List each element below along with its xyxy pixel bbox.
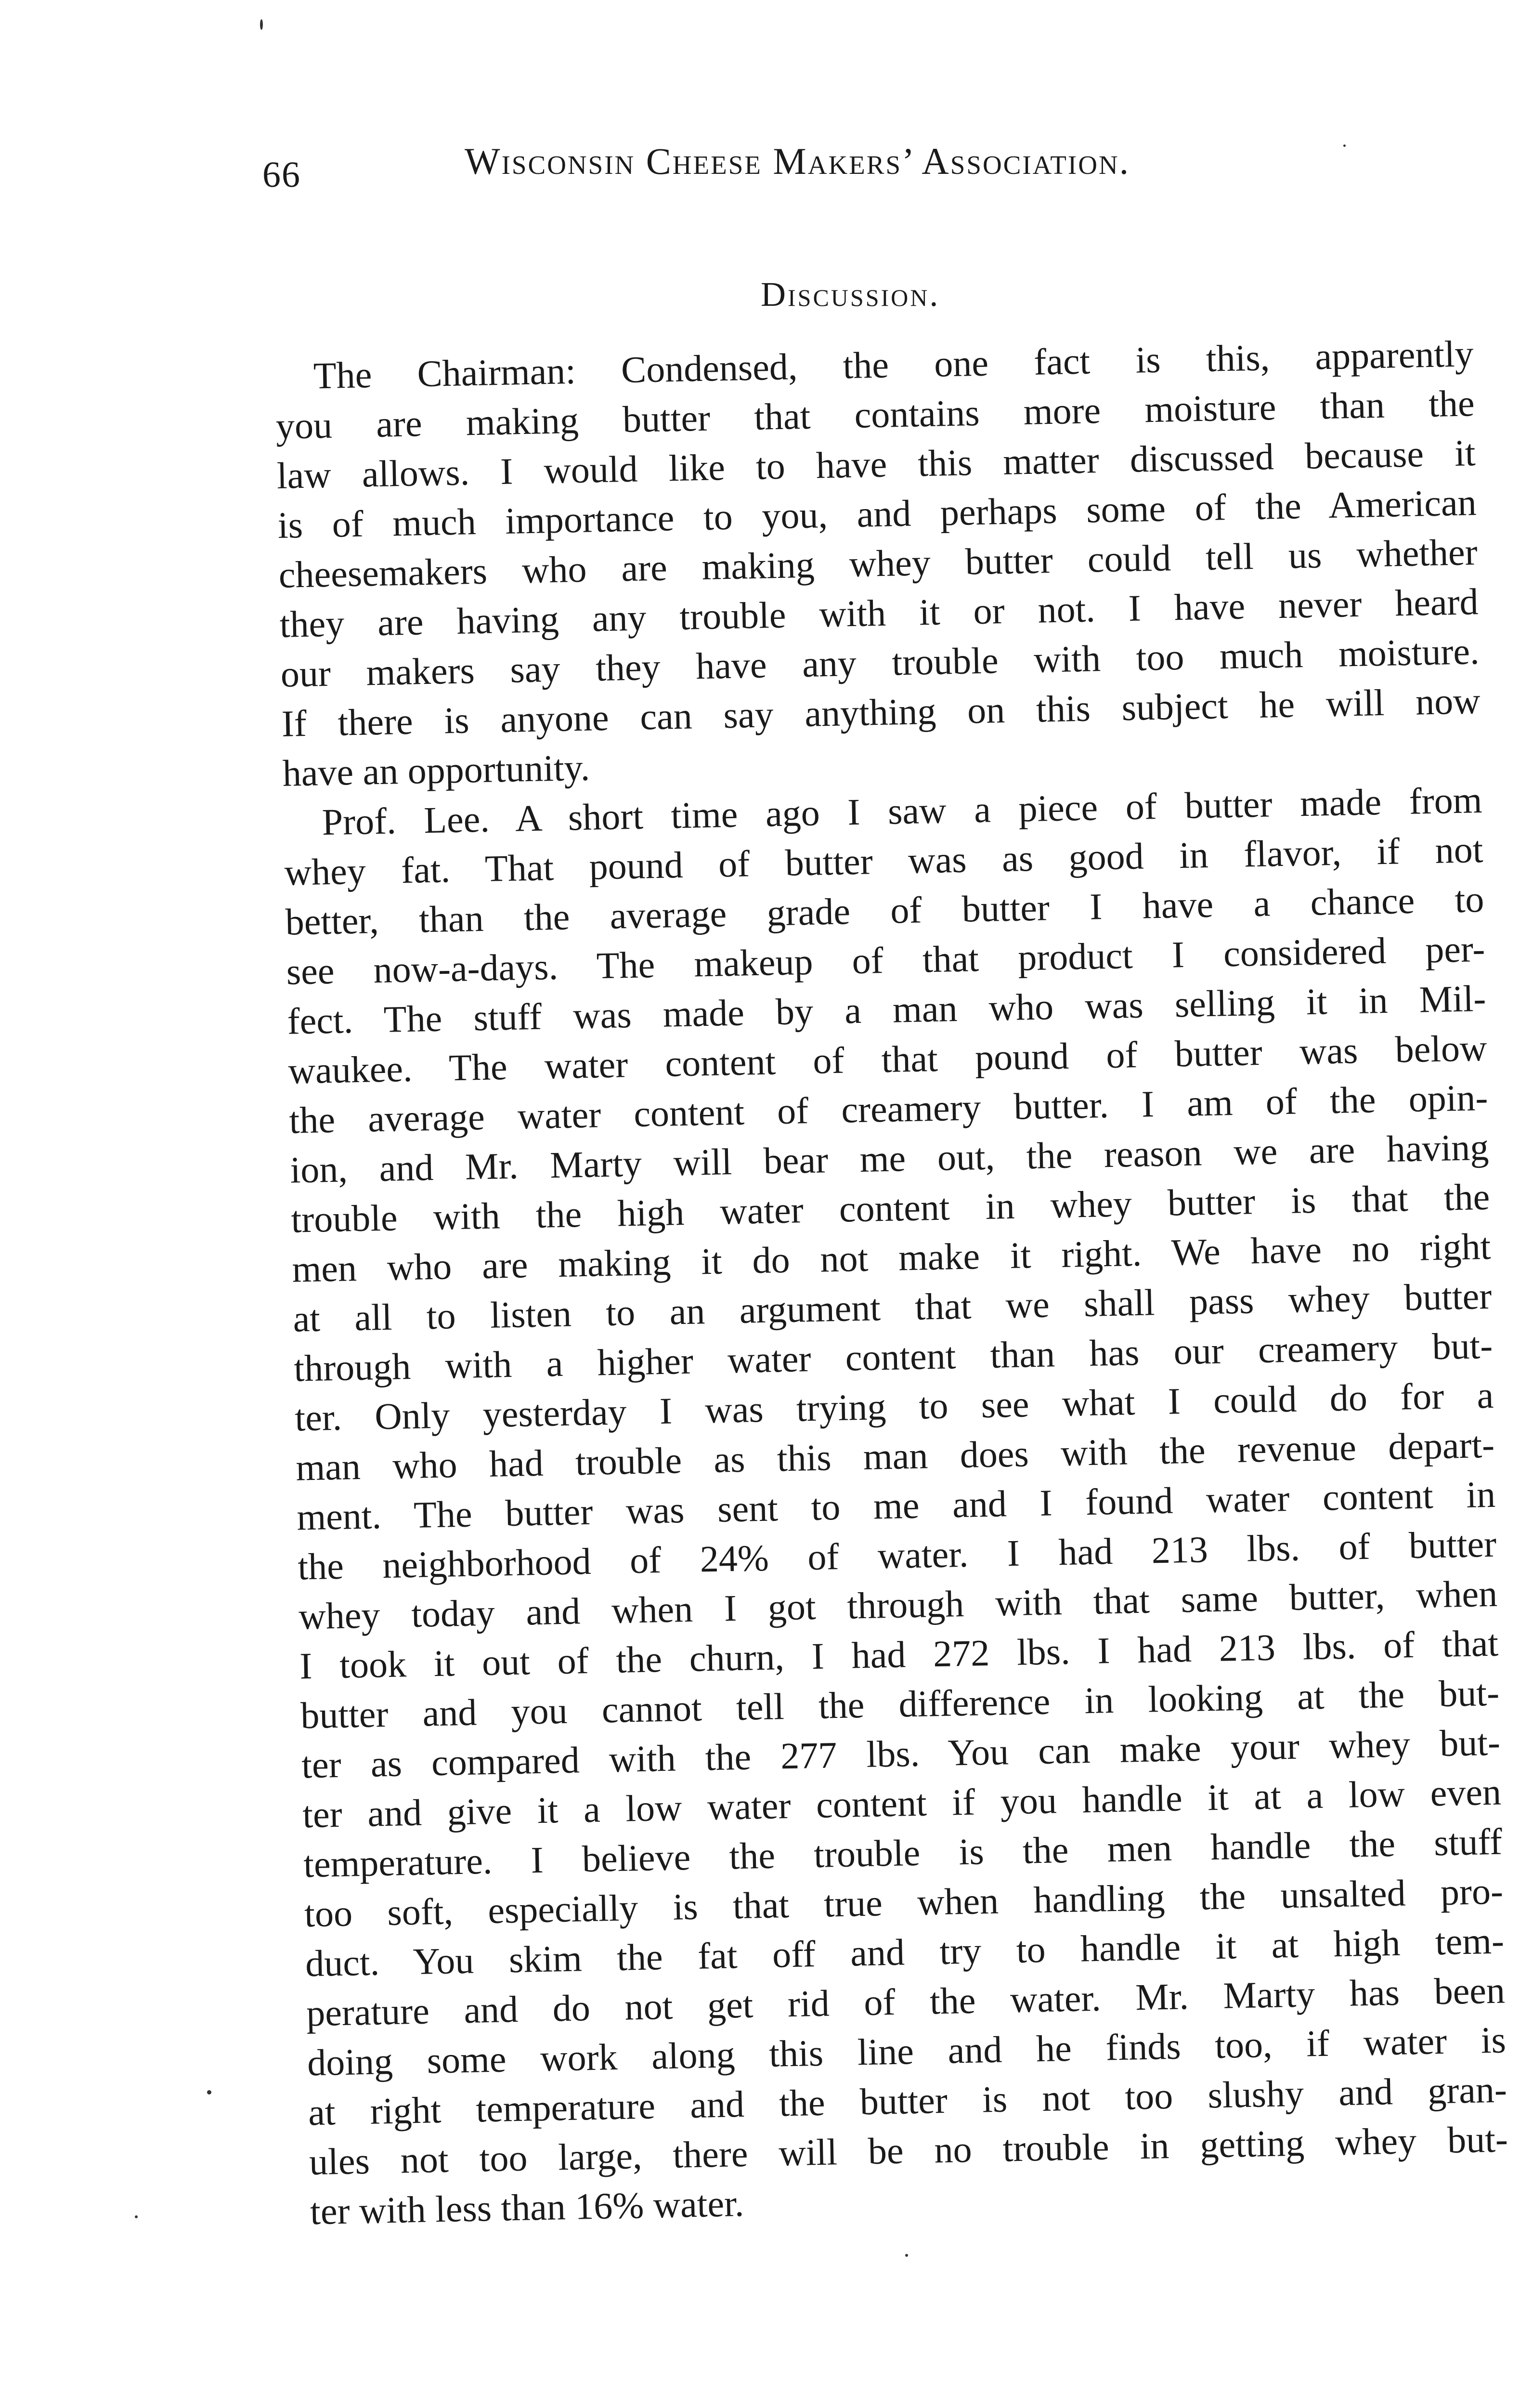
- text-line: at all to listen to an argument that we shall pass whey butter: [292, 1274, 1492, 1340]
- text-line: they are having any trouble with it or not. I have never heard: [279, 580, 1479, 645]
- text-line: temperature. I believe the trouble is the men handle the stuff: [303, 1820, 1503, 1885]
- text-line: ion, and Mr. Marty will bear me out, the reason we are having: [289, 1125, 1490, 1191]
- page-number: 66: [262, 155, 301, 195]
- text-line: If there is anyone can say anything on this subject he will now: [281, 680, 1481, 745]
- text-line: ter and give it a low water content if you handle it at a low even: [302, 1770, 1502, 1836]
- text-line: men who are making it do not make it right. We have no right: [291, 1225, 1491, 1290]
- scan-speck: [207, 2090, 211, 2094]
- text-line: fect. The stuff was made by a man who was selling it in Mil-: [286, 977, 1487, 1042]
- text-line: waukee. The water content of that pound of butter was below: [287, 1026, 1488, 1092]
- text-line: see now-a-days. The makeup of that product I considered per-: [286, 927, 1486, 993]
- text-line: our makers say they have any trouble with too much moisture.: [280, 630, 1480, 695]
- text-line: Prof. Lee. A short time ago I saw a piece of butter made from: [321, 779, 1483, 843]
- text-line: The Chairman: Condensed, the one fact is this, apparently: [313, 332, 1474, 397]
- body-text: [274, 328, 1509, 2236]
- text-line: at right temperature and the butter is not too slushy and gran-: [308, 2068, 1507, 2133]
- text-line: have an opportunity.: [282, 746, 590, 794]
- text-line: perature and do not get rid of the water. Mr. Marty has been: [306, 1969, 1506, 2034]
- scan-speck: [135, 2215, 138, 2218]
- text-line: trouble with the high water content in whey butter is that the: [290, 1175, 1490, 1241]
- text-line: through with a higher water content than has our creamery but-: [293, 1324, 1493, 1389]
- text-line: duct. You skim the fat off and try to handle it at high tem-: [305, 1919, 1505, 1985]
- scan-speck: [1343, 144, 1346, 147]
- text-line: law allows. I would like to have this matter discussed because it: [276, 432, 1476, 497]
- scan-speck: [260, 19, 263, 30]
- text-line: doing some work along this line and he finds too, if water is: [307, 2018, 1507, 2084]
- text-line: you are making butter that contains more moisture than the: [275, 382, 1475, 447]
- text-line: the neighborhood of 24% of water. I had 213 lbs. of butter: [297, 1522, 1497, 1588]
- text-line: man who had trouble as this man does with the revenue depart-: [295, 1423, 1495, 1489]
- section-heading: Discussion.: [761, 275, 940, 314]
- text-line: too soft, especially is that true when handling the unsalted pro-: [304, 1870, 1504, 1935]
- text-line: ment. The butter was sent to me and I found water content in: [296, 1473, 1496, 1538]
- scan-speck: [905, 2254, 908, 2257]
- text-line: ter as compared with the 277 lbs. You can make your whey but-: [301, 1721, 1501, 1786]
- text-line: better, than the average grade of butter I have a chance to: [285, 877, 1485, 943]
- text-line: butter and you cannot tell the difference in looking at the but-: [300, 1671, 1500, 1737]
- text-line: whey today and when I got through with that same butter, when: [298, 1572, 1498, 1637]
- text-line: is of much importance to you, and perhaps some of the American: [277, 481, 1477, 546]
- text-line: whey fat. That pound of butter was as good in flavor, if not: [284, 828, 1484, 893]
- paragraph-prof-lee: [283, 775, 1509, 2236]
- running-head: [262, 140, 1225, 197]
- journal-title: Wisconsin Cheese Makers’ Association.: [465, 140, 1130, 182]
- text-line: the average water content of creamery butter. I am of the opin-: [288, 1076, 1489, 1141]
- text-line: cheesemakers who are making whey butter could tell us whether: [278, 531, 1478, 596]
- text-line: I took it out of the churn, I had 272 lbs. I had 213 lbs. of that: [299, 1622, 1499, 1687]
- text-line: ter with less than 16% water.: [310, 2182, 744, 2233]
- paragraph-chairman: [274, 328, 1481, 798]
- text-line: ules not too large, there will be no trouble in getting whey but-: [309, 2118, 1508, 2183]
- text-line: ter. Only yesterday I was trying to see what I could do for a: [294, 1374, 1494, 1439]
